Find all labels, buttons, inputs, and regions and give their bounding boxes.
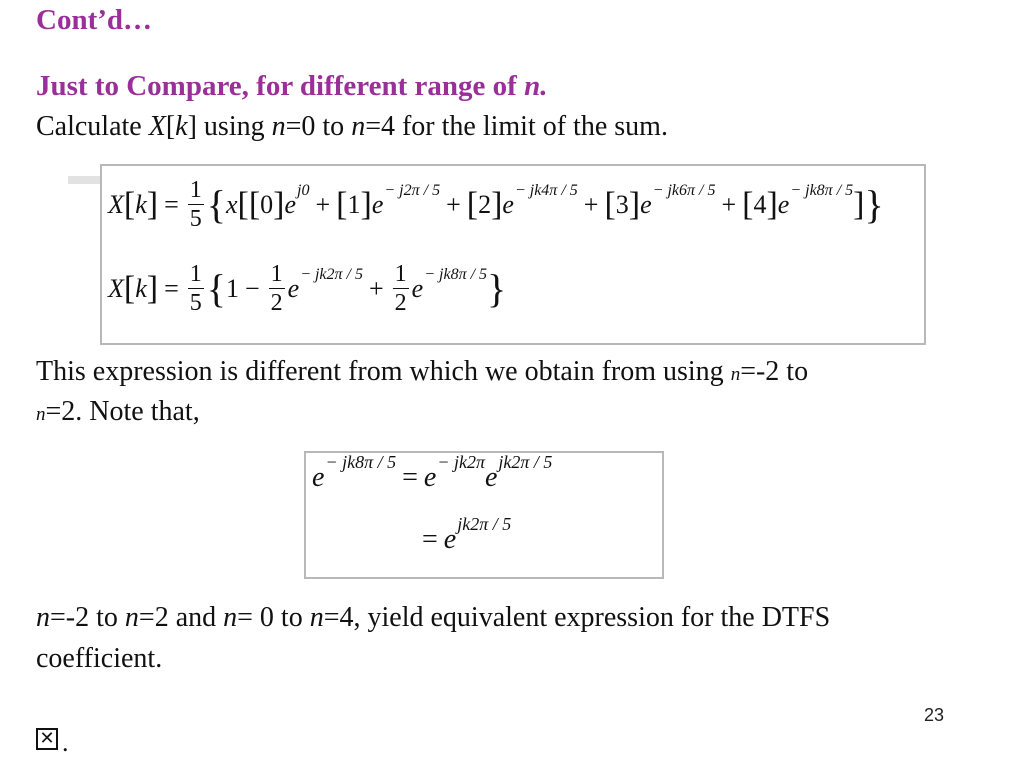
eq2-e2: e (411, 273, 424, 303)
eq1-e0: e (284, 189, 297, 219)
eq2-x: X (108, 273, 124, 303)
paragraph-equivalence (36, 602, 830, 634)
para3-n3: n (223, 602, 238, 633)
eq1-e4: e (777, 189, 790, 219)
eq1-fraction (188, 178, 204, 231)
calc-pre: Calculate (36, 111, 149, 142)
para3-n2: n (124, 602, 139, 633)
bracket: [ (123, 185, 136, 223)
eq1-plus3: + (583, 189, 599, 219)
subtitle-text: Just to Compare, for different range of (36, 70, 517, 102)
eq2-plus: + (369, 273, 384, 303)
calc-t1: =0 to (285, 111, 352, 142)
eq3-equals: = (402, 462, 418, 493)
eq1-p4: − jk8π / 5 (790, 181, 854, 199)
bracket: ] (273, 185, 285, 223)
subtitle-variable: n. (524, 70, 548, 102)
para2-text3: =2. Note that, (45, 396, 200, 427)
eq2-half1-den: 2 (270, 290, 283, 316)
para2-n1: n (730, 364, 741, 385)
bracket: ] (853, 185, 865, 223)
eq2-one: 1 (225, 273, 239, 303)
calculate-line (36, 111, 668, 143)
eq1-i4: 4 (753, 189, 767, 219)
eq1-num: 1 (189, 177, 202, 203)
equation-xk-simplified (108, 262, 506, 315)
bracket: ] (491, 185, 503, 223)
bracket: ] (360, 185, 372, 223)
eq1-i2: 2 (478, 189, 492, 219)
eq2-half2-num: 1 (394, 261, 407, 287)
calc-bracket-open: [ (165, 111, 176, 142)
eq1-p1: − j2π / 5 (384, 181, 441, 199)
bracket: [ (336, 185, 348, 223)
eq2-equals: = (164, 273, 179, 303)
eq1-plus1: + (315, 189, 331, 219)
bracket: ] (146, 269, 159, 307)
eq2-minus: − (244, 273, 260, 303)
brace: { (206, 265, 226, 311)
eq1-e1: e (371, 189, 384, 219)
eq1-e2: e (502, 189, 514, 219)
eq1-den: 5 (189, 206, 202, 232)
eq1-p0: j0 (297, 181, 310, 199)
slide-title: Cont’d… (36, 4, 153, 36)
eq2-half1-num: 1 (270, 261, 283, 287)
eq3-e1: e (312, 462, 325, 493)
bracket: ] (146, 185, 159, 223)
bracket: [ (123, 269, 136, 307)
eq3-p1: − jk8π / 5 (325, 451, 397, 472)
brace: { (206, 181, 226, 227)
bracket: [[ (237, 185, 261, 223)
equation-xk-full (108, 178, 884, 231)
para2-text2: =-2 to (740, 356, 809, 387)
eq2-p2: − jk8π / 5 (424, 265, 488, 283)
calc-mid: ] using (187, 111, 272, 142)
para2-text: This expression is different from which we obtain from using (36, 356, 731, 387)
slide-subtitle (36, 70, 547, 103)
eq1-i0: 0 (260, 189, 274, 219)
bracket: [ (604, 185, 616, 223)
para3-t2: =2 and (138, 602, 224, 633)
paragraph-note-that (36, 396, 200, 428)
para3-n1: n (36, 602, 50, 633)
close-box-icon: ✕ (36, 728, 58, 750)
page-number: 23 (924, 705, 945, 725)
calc-n2: n (351, 111, 366, 142)
eq4-e: e (443, 524, 457, 555)
para3-t4: =4, yield equivalent expression for the DTFS (323, 602, 831, 633)
eq2-half2-den: 2 (394, 290, 407, 316)
brace: } (864, 181, 884, 227)
para3-n4: n (309, 602, 324, 633)
paragraph-coefficient: coefficient. (36, 643, 163, 674)
eq1-e3: e (640, 189, 652, 219)
eq1-xfunc: x (225, 189, 238, 219)
eq3-p2: − jk2π (437, 451, 485, 472)
eq3-e3: e (484, 462, 498, 493)
eq2-fraction (188, 262, 204, 315)
equation-box-shadow (68, 176, 100, 184)
eq4-p: jk2π / 5 (457, 513, 512, 534)
eq2-e1: e (287, 273, 300, 303)
eq1-k: k (135, 189, 147, 219)
eq3-p3: jk2π / 5 (498, 451, 553, 472)
eq1-p3: − jk6π / 5 (652, 181, 716, 199)
eq1-i1: 1 (347, 189, 361, 219)
calc-var-k: k (175, 111, 188, 142)
trailing-period: . (62, 728, 69, 757)
calc-t2: =4 for the limit of the sum. (365, 111, 668, 142)
eq1-p2: − jk4π / 5 (514, 181, 578, 199)
eq2-den: 5 (189, 290, 202, 316)
eq3-e2: e (423, 462, 437, 493)
para2-n2: n (36, 404, 46, 425)
bracket: ] (766, 185, 778, 223)
eq2-p1: − jk2π / 5 (300, 265, 363, 283)
para3-t3: = 0 to (237, 602, 310, 633)
eq2-num: 1 (189, 261, 202, 287)
bracket: [ (466, 185, 479, 223)
eq2-k: k (135, 273, 147, 303)
paragraph-different-expression (36, 356, 808, 388)
eq1-i3: 3 (615, 189, 629, 219)
eq1-x: X (108, 189, 124, 219)
brace: } (487, 265, 507, 311)
calc-n1: n (271, 111, 286, 142)
eq4-equals: = (422, 524, 438, 555)
bracket: ] (628, 185, 641, 223)
eq2-half2 (393, 262, 409, 315)
calc-var-x: X (148, 111, 166, 142)
eq1-equals: = (164, 189, 179, 219)
eq1-plus4: + (721, 189, 737, 219)
eq1-plus2: + (446, 189, 461, 219)
para3-t1: =-2 to (50, 602, 125, 633)
eq2-half1 (269, 262, 285, 315)
bracket: [ (742, 185, 754, 223)
